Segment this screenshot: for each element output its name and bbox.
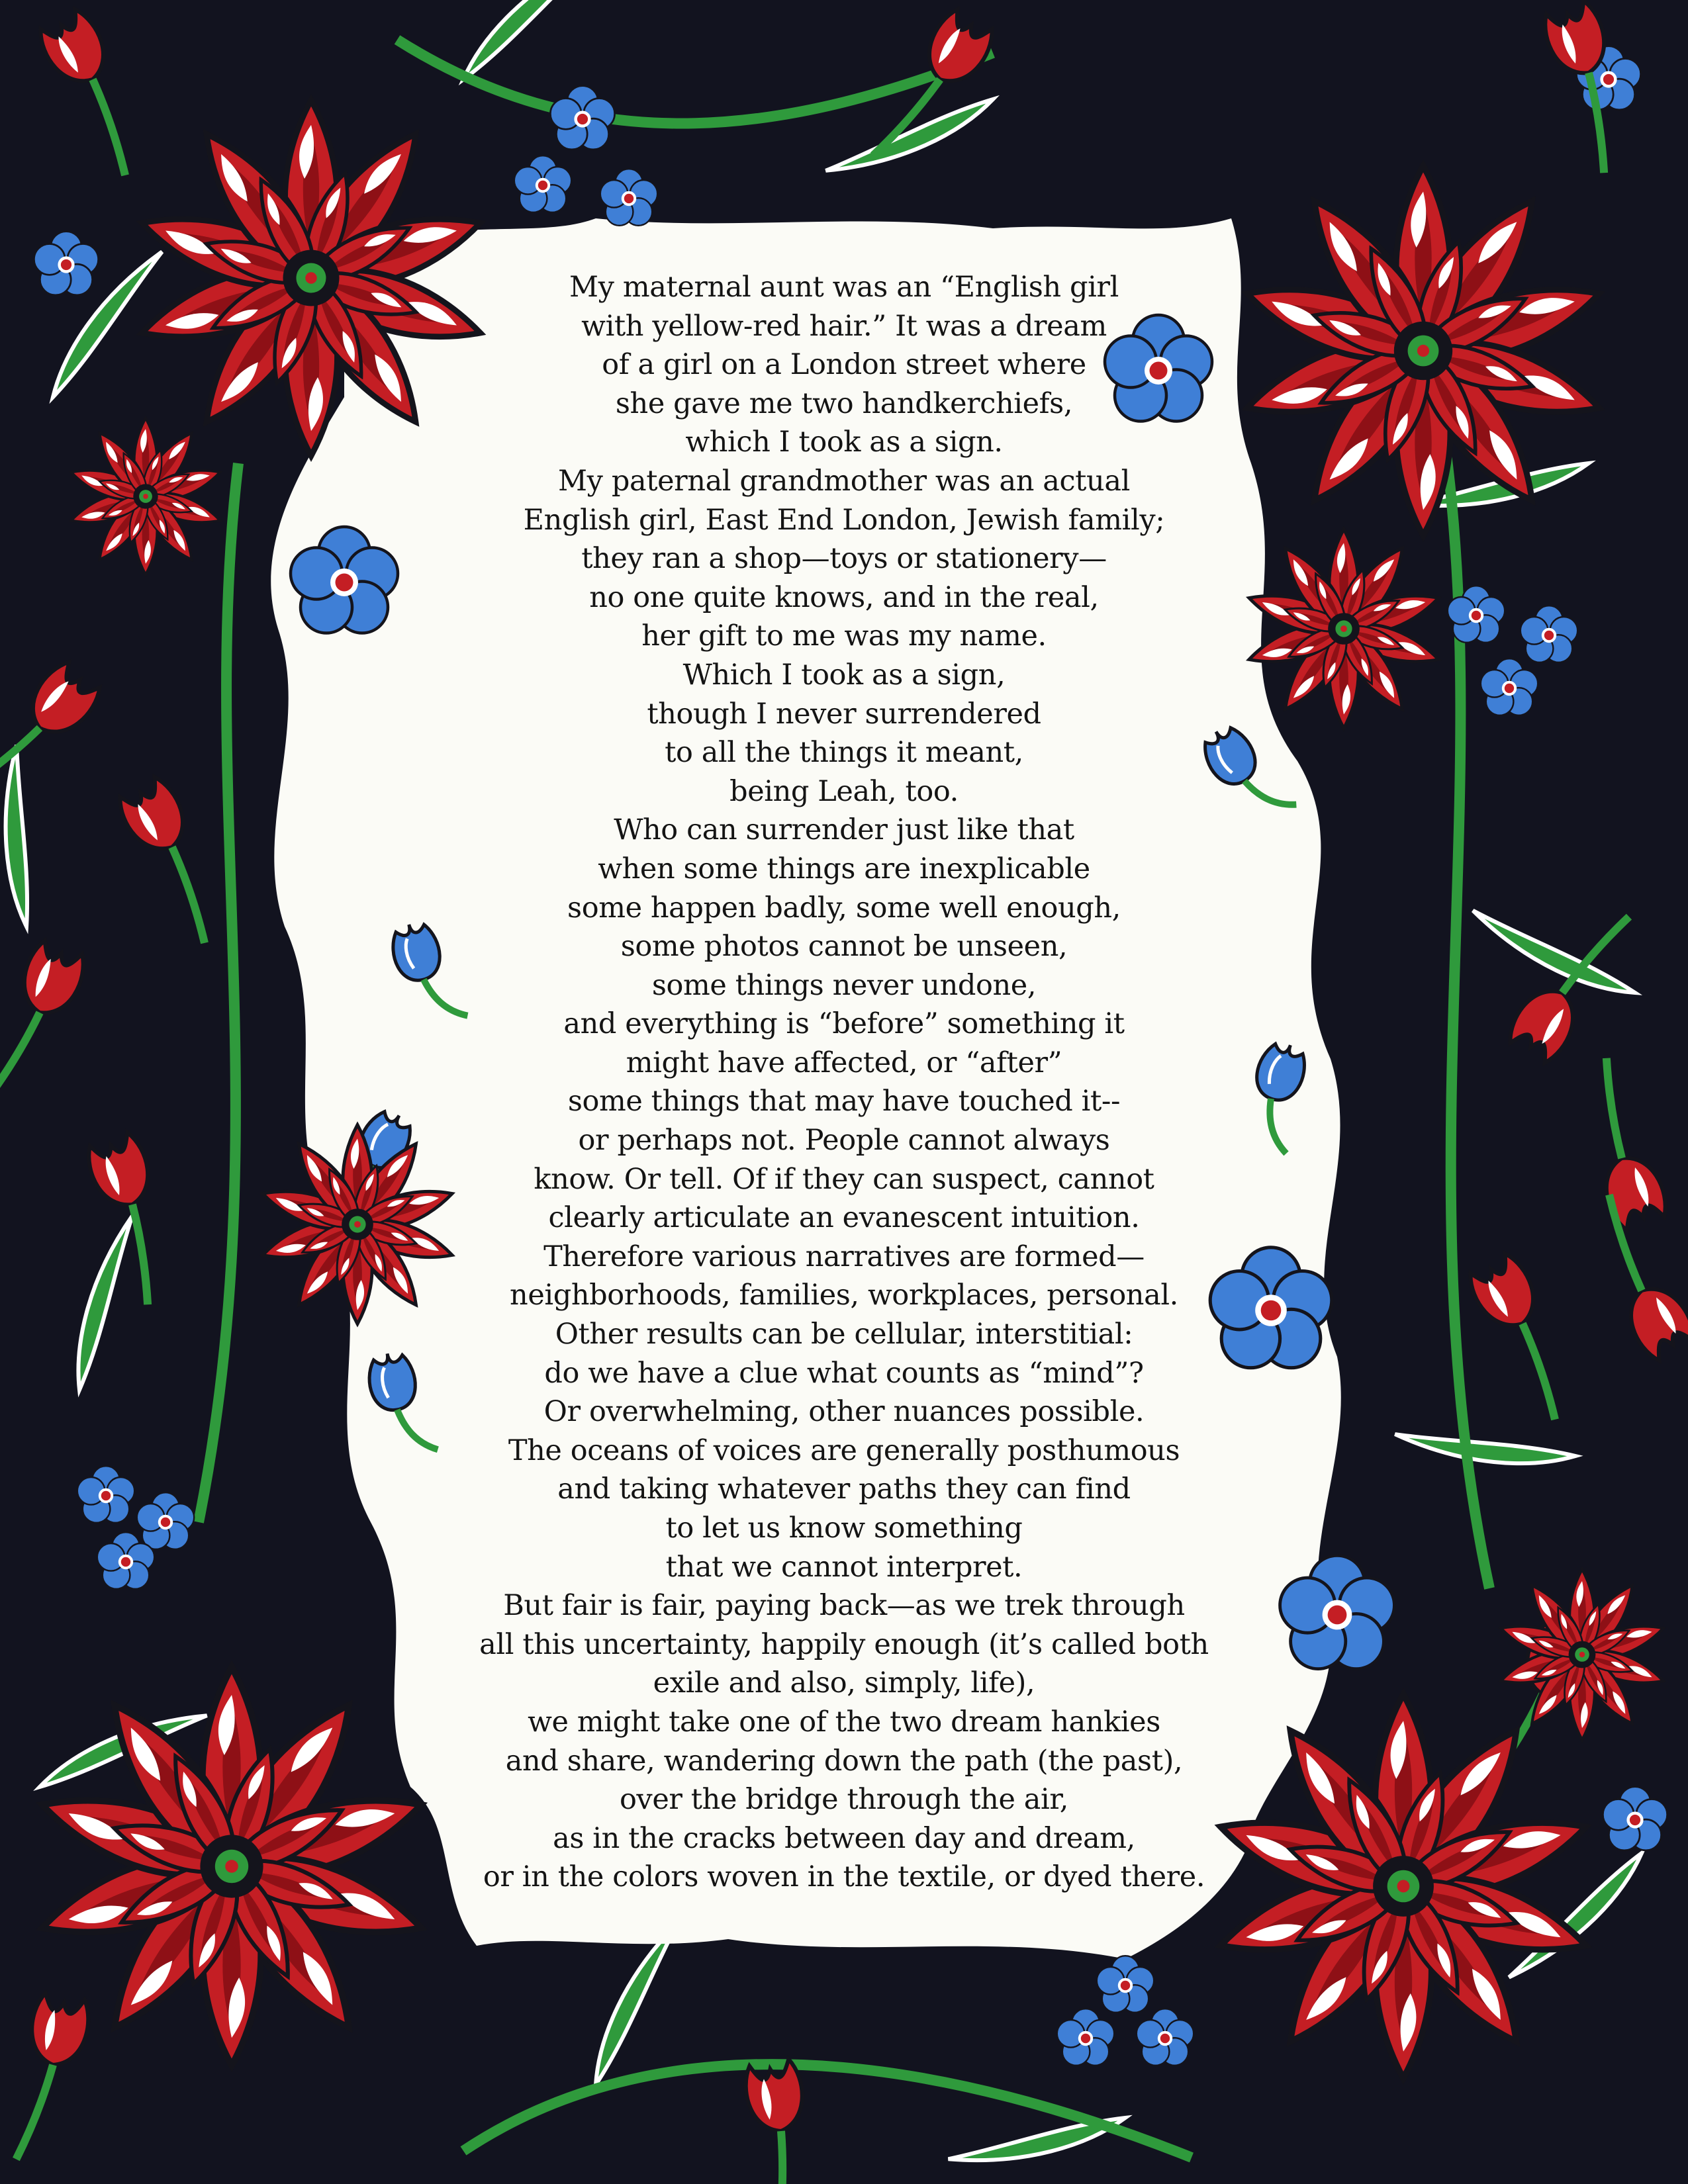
poem-line: some things that may have touched it-- <box>567 1085 1121 1118</box>
poem-line: Who can surrender just like that <box>614 813 1074 847</box>
poem-line: her gift to me was my name. <box>641 619 1047 653</box>
poem-line: though I never surrendered <box>647 697 1041 731</box>
poem-line: some photos cannot be unseen, <box>620 930 1068 964</box>
poem-line: and everything is “before” something it <box>563 1007 1125 1041</box>
poem-line: do we have a clue what counts as “mind”? <box>544 1356 1144 1390</box>
poem-line: that we cannot interpret. <box>665 1550 1023 1584</box>
poem-line: to let us know something <box>665 1512 1023 1545</box>
poem-line: all this uncertainty, happily enough (it’s called both <box>479 1627 1209 1661</box>
poem-line: and share, wandering down the path (the past), <box>505 1744 1183 1778</box>
poem-line: of a girl on a London street where <box>602 348 1086 382</box>
poem-line: some things never undone, <box>651 968 1037 1002</box>
poem-line: The oceans of voices are generally posthumous <box>508 1433 1180 1467</box>
poem-line: English girl, East End London, Jewish family; <box>523 503 1165 537</box>
poem-line: as in the cracks between day and dream, <box>553 1821 1135 1855</box>
poem-line: Or overwhelming, other nuances possible. <box>543 1395 1145 1429</box>
poem-line: over the bridge through the air, <box>619 1783 1069 1817</box>
poem-line: or in the colors woven in the textile, or dyed there. <box>483 1860 1205 1894</box>
poem-line: to all the things it meant, <box>665 736 1023 770</box>
poem-line: My paternal grandmother was an actual <box>558 464 1130 498</box>
poem-line: But fair is fair, paying back—as we trek through <box>503 1589 1185 1623</box>
poem-line: we might take one of the two dream hankies <box>528 1705 1160 1739</box>
poem-line: clearly articulate an evanescent intuition. <box>548 1201 1140 1235</box>
poem-line: Which I took as a sign, <box>682 658 1006 692</box>
poem-line: or perhaps not. People cannot always <box>578 1124 1110 1158</box>
poem-line: neighborhoods, families, workplaces, personal. <box>510 1279 1178 1312</box>
poem-line: when some things are inexplicable <box>598 852 1090 886</box>
poem-line: they ran a shop—toys or stationery— <box>581 542 1107 576</box>
poem-line: no one quite knows, and in the real, <box>589 580 1099 614</box>
poem-line: Other results can be cellular, interstitial: <box>555 1318 1133 1351</box>
poem-line: she gave me two handkerchiefs, <box>615 387 1073 420</box>
poem-line: exile and also, simply, life), <box>653 1666 1035 1700</box>
poem-line: some happen badly, some well enough, <box>567 891 1121 925</box>
poem-line: might have affected, or “after” <box>626 1046 1062 1079</box>
poem-line: and taking whatever paths they can find <box>557 1473 1131 1506</box>
poem-line: My maternal aunt was an “English girl <box>569 271 1119 304</box>
poem-line: with yellow-red hair.” It was a dream <box>581 309 1107 343</box>
white-fabric-panel <box>271 218 1341 1959</box>
poem-line: Therefore various narratives are formed— <box>543 1240 1145 1273</box>
poem-line: being Leah, too. <box>729 774 959 808</box>
poem-line: know. Or tell. Of if they can suspect, cannot <box>534 1162 1154 1196</box>
poem-line: which I took as a sign. <box>685 426 1003 459</box>
